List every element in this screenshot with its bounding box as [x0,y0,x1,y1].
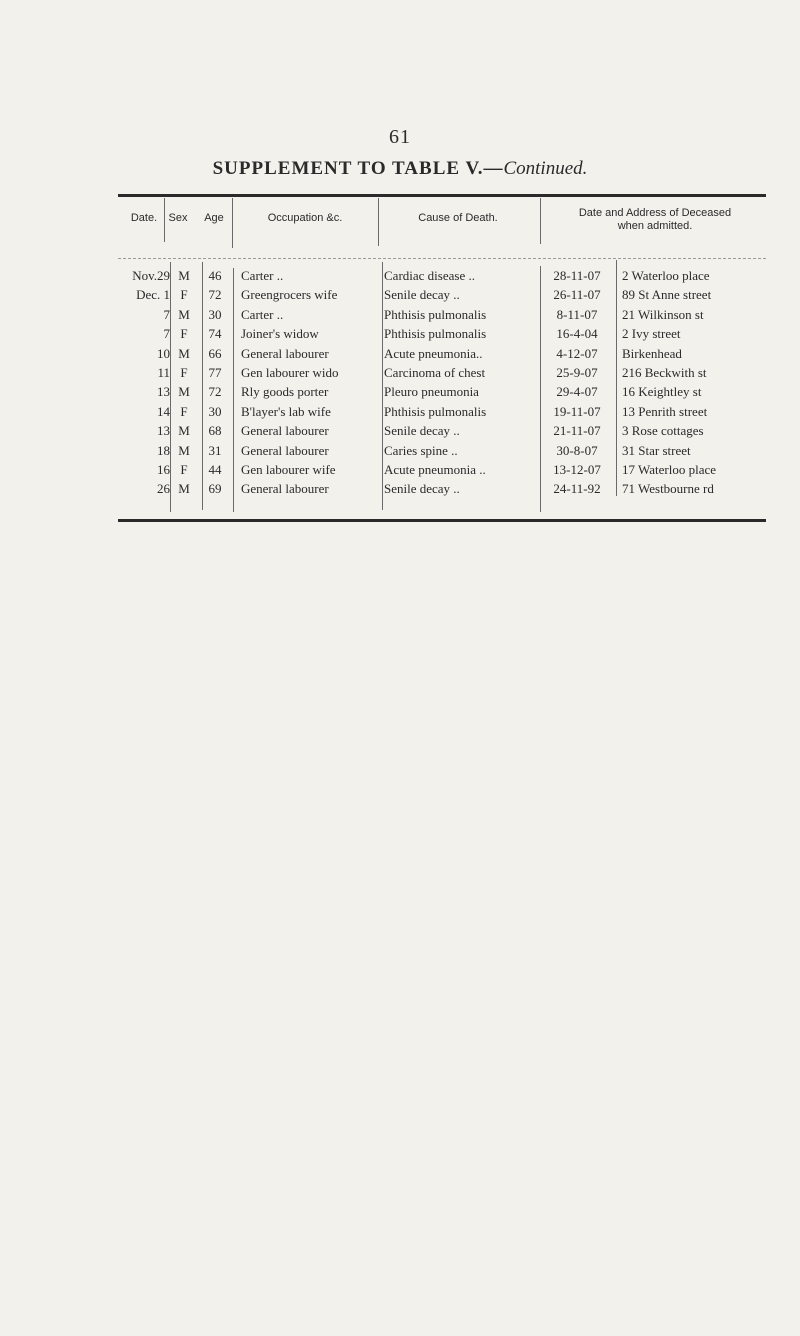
cell-cause: Caries spine .. [384,442,458,458]
cell-address: 17 Waterloo place [622,461,717,477]
header-divider [540,198,541,244]
cell-age: 72 [208,384,222,400]
cell-occupation: Gen labourer wido [241,364,339,380]
cell-age: 66 [208,345,222,361]
cell-cause: Acute pneumonia.. [384,345,483,361]
cell-address: Birkenhead [622,345,682,361]
header-cause: Cause of Death. [418,212,498,224]
table-row [0,363,800,382]
cell-age: 68 [208,423,222,439]
cell-address: 31 Star street [622,442,691,458]
cell-date-admitted: 30-8-07 [556,442,598,458]
header-divider [164,198,165,242]
cell-age: 74 [208,326,222,342]
cell-date: 7 [163,306,170,322]
cell-sex: F [180,287,188,303]
cell-address: 2 Waterloo place [622,268,710,283]
cell-occupation: Rly goods porter [241,384,329,400]
cell-date: 7 [163,326,170,342]
table-bottom-rule [118,519,766,522]
cell-occupation: General labourer [241,481,329,497]
cell-sex: F [180,326,188,342]
cell-date: 16 [157,461,170,477]
title-continued: Continued. [503,158,588,179]
cell-date-admitted: 16-4-04 [556,326,598,342]
cell-age: 69 [208,481,222,497]
cell-age: 31 [208,442,222,458]
cell-date: 10 [157,345,170,361]
cell-occupation: Carter .. [241,268,284,283]
cell-sex: F [180,364,188,380]
header-date-address-line1: Date and Address of Deceased [578,207,732,219]
cell-sex: M [178,268,190,283]
header-divider [232,198,233,248]
table-row [0,344,800,363]
cell-occupation: B'layer's lab wife [241,403,331,419]
page-title [0,158,800,180]
cell-date: Dec. 1 [136,287,170,303]
header-age: Age [204,212,224,224]
cell-address: 71 Westbourne rd [622,481,714,497]
cell-occupation: Gen labourer wife [241,461,336,477]
table-row [0,382,800,401]
cell-cause: Pleuro pneumonia [384,384,479,400]
cell-cause: Phthisis pulmonalis [384,326,487,342]
cell-date: 26 [157,481,170,497]
cell-sex: M [178,306,190,322]
table-row [0,402,800,421]
cell-cause: Senile decay .. [384,423,460,439]
cell-sex: M [178,345,190,361]
cell-occupation: Carter .. [241,306,284,322]
table-row [0,324,800,343]
table-body [0,266,800,499]
cell-cause: Senile decay .. [384,287,460,303]
cell-occupation: Greengrocers wife [241,287,338,303]
header-date-address [540,207,770,233]
cell-date: 14 [157,403,170,419]
cell-date: Nov.29 [132,268,170,283]
cell-date-admitted: 19-11-07 [553,403,601,419]
table-row [0,305,800,324]
cell-date: 11 [157,364,170,380]
header-date-address-line2: when admitted. [617,220,693,232]
cell-sex: M [178,442,190,458]
cell-date: 18 [157,442,170,458]
cell-sex: F [180,461,188,477]
table-row [0,421,800,440]
table-row [0,479,800,498]
cell-date: 13 [157,423,170,439]
page-number: 61 [389,126,411,148]
cell-date-admitted: 4-12-07 [556,345,598,361]
table-row [0,441,800,460]
cell-date-admitted: 24-11-92 [553,481,601,497]
header-sex: Sex [168,212,188,224]
cell-cause: Cardiac disease .. [384,268,475,283]
header-separator [118,258,766,259]
cell-address: 2 Ivy street [622,326,681,342]
cell-age: 72 [208,287,222,303]
cell-cause: Acute pneumonia .. [384,461,486,477]
cell-date: 13 [157,384,170,400]
cell-cause: Phthisis pulmonalis [384,306,487,322]
cell-occupation: General labourer [241,442,329,458]
header-divider [378,198,379,246]
cell-age: 30 [208,306,222,322]
cell-age: 77 [208,364,222,380]
cell-date-admitted: 28-11-07 [553,268,601,283]
title-text: SUPPLEMENT TO TABLE V.— [212,158,504,179]
cell-date-admitted: 8-11-07 [556,306,598,322]
cell-sex: M [178,384,190,400]
cell-address: 21 Wilkinson st [622,306,704,322]
cell-age: 44 [208,461,222,477]
cell-sex: M [178,481,190,497]
table-row [0,285,800,304]
cell-date-admitted: 29-4-07 [556,384,598,400]
header-date: Date. [130,212,158,224]
cell-occupation: General labourer [241,423,329,439]
header-occupation: Occupation &c. [267,212,343,224]
cell-address: 3 Rose cottages [622,423,704,439]
cell-occupation: General labourer [241,345,329,361]
cell-age: 30 [208,403,222,419]
cell-date-admitted: 21-11-07 [553,423,601,439]
cell-cause: Carcinoma of chest [384,364,486,380]
cell-date-admitted: 25-9-07 [556,364,598,380]
cell-sex: F [180,403,188,419]
cell-date-admitted: 26-11-07 [553,287,601,303]
cell-address: 216 Beckwith st [622,364,707,380]
table-row [0,460,800,479]
cell-address: 13 Penrith street [622,403,708,419]
table-row [0,266,800,285]
table-top-rule [118,194,766,197]
cell-address: 16 Keightley st [622,384,702,400]
cell-occupation: Joiner's widow [241,326,319,342]
cell-cause: Senile decay .. [384,481,460,497]
cell-address: 89 St Anne street [622,287,712,303]
cell-sex: M [178,423,190,439]
cell-age: 46 [208,268,222,283]
cell-cause: Phthisis pulmonalis [384,403,487,419]
cell-date-admitted: 13-12-07 [553,461,601,477]
